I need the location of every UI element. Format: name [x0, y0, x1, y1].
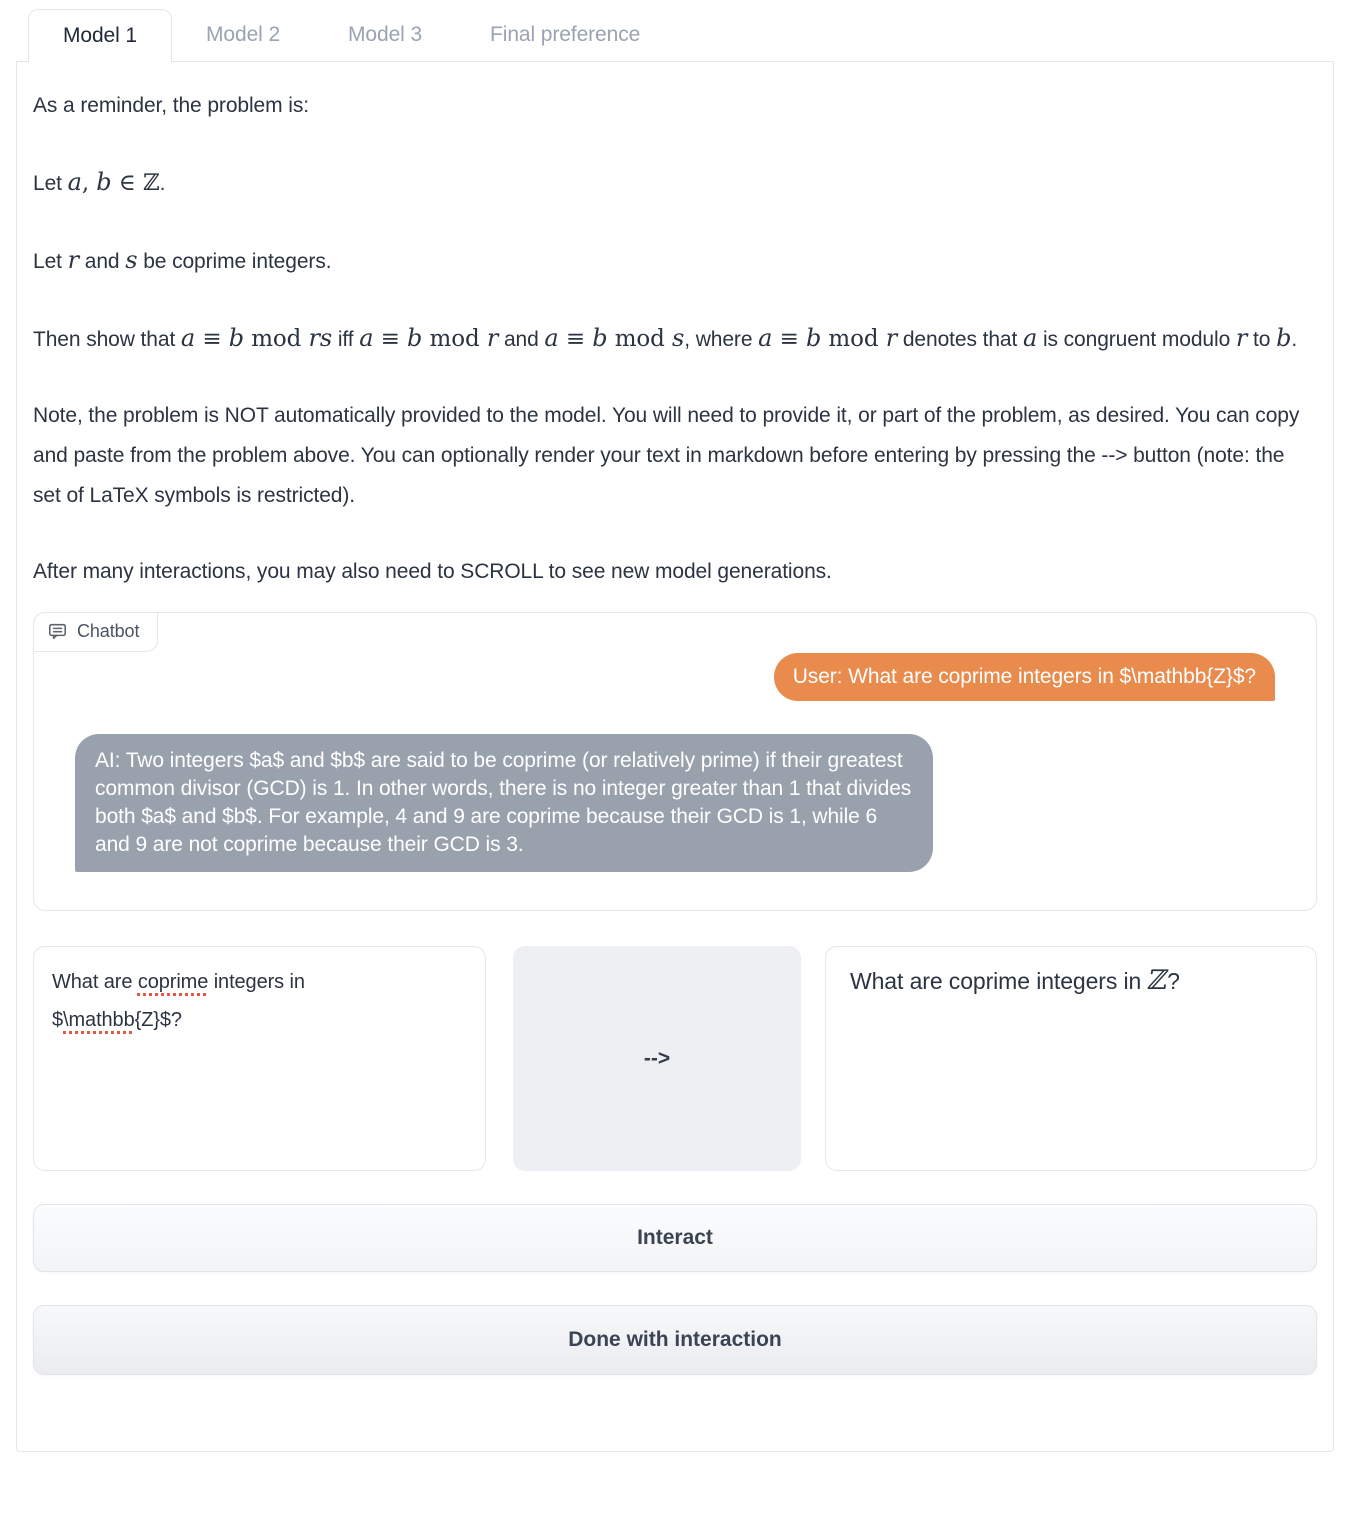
chatbot-panel — [33, 612, 1317, 911]
interact-button[interactable]: Interact — [33, 1204, 1317, 1272]
composer-row — [33, 946, 1317, 1171]
problem-statement — [33, 86, 1317, 592]
user-message-row — [75, 653, 1275, 701]
problem-intro: As a reminder, the problem is: — [33, 94, 309, 117]
tab-final-preference[interactable]: Final preference — [490, 23, 641, 46]
model-1-panel — [16, 61, 1334, 1452]
chat-message-list[interactable] — [34, 613, 1316, 910]
markdown-preview-text: What are coprime integers in ℤ? — [850, 965, 1180, 996]
message-input-text: What are coprime integers in $\mathbb{Z}$? — [52, 971, 305, 1031]
chatbot-label — [33, 612, 158, 652]
problem-line-show: Then show that a ≡ b mod rs iff a ≡ b mod r and a ≡ b mod s, where a ≡ b mod r denotes that a is congruent modulo r to b. — [33, 324, 1298, 352]
tab-model-1[interactable]: Model 1 — [28, 9, 172, 62]
tab-model-3[interactable]: Model 3 — [348, 23, 423, 46]
tab-bar — [16, 9, 1334, 61]
tab-model-2[interactable]: Model 2 — [206, 23, 281, 46]
ai-message-bubble: AI: Two integers $a$ and $b$ are said to be coprime (or relatively prime) if their greatest common divisor (GCD) is 1. In other words, there is no integer greater than 1 that divides both $a$ and $b$. For example, 4 and 9 are coprime because their GCD is 1, while 6 and 9 are not coprime because their GCD is 3. — [75, 734, 933, 872]
markdown-preview — [825, 946, 1317, 1171]
chat-bubble-icon — [47, 621, 68, 642]
message-input[interactable] — [33, 946, 486, 1171]
scroll-note: After many interactions, you may also need to SCROLL to see new model generations. — [33, 560, 832, 583]
ai-message-row — [75, 734, 1275, 872]
problem-line-ab: Let a, b ∈ ℤ. — [33, 168, 166, 196]
render-markdown-button[interactable]: --> — [513, 946, 801, 1171]
done-with-interaction-button[interactable]: Done with interaction — [33, 1305, 1317, 1375]
problem-line-rs: Let r and s be coprime integers. — [33, 246, 332, 274]
note-paragraph: Note, the problem is NOT automatically provided to the model. You will need to provide it, or part of the problem, as desired. You can copy and paste from the problem above. You can optionally render your text in markdown before entering by pressing the --> button (note: the set of LaTeX symbols is restricted). — [33, 404, 1300, 507]
chatbot-label-text: Chatbot — [77, 621, 140, 641]
user-message-bubble: User: What are coprime integers in $\mathbb{Z}$? — [774, 653, 1275, 701]
